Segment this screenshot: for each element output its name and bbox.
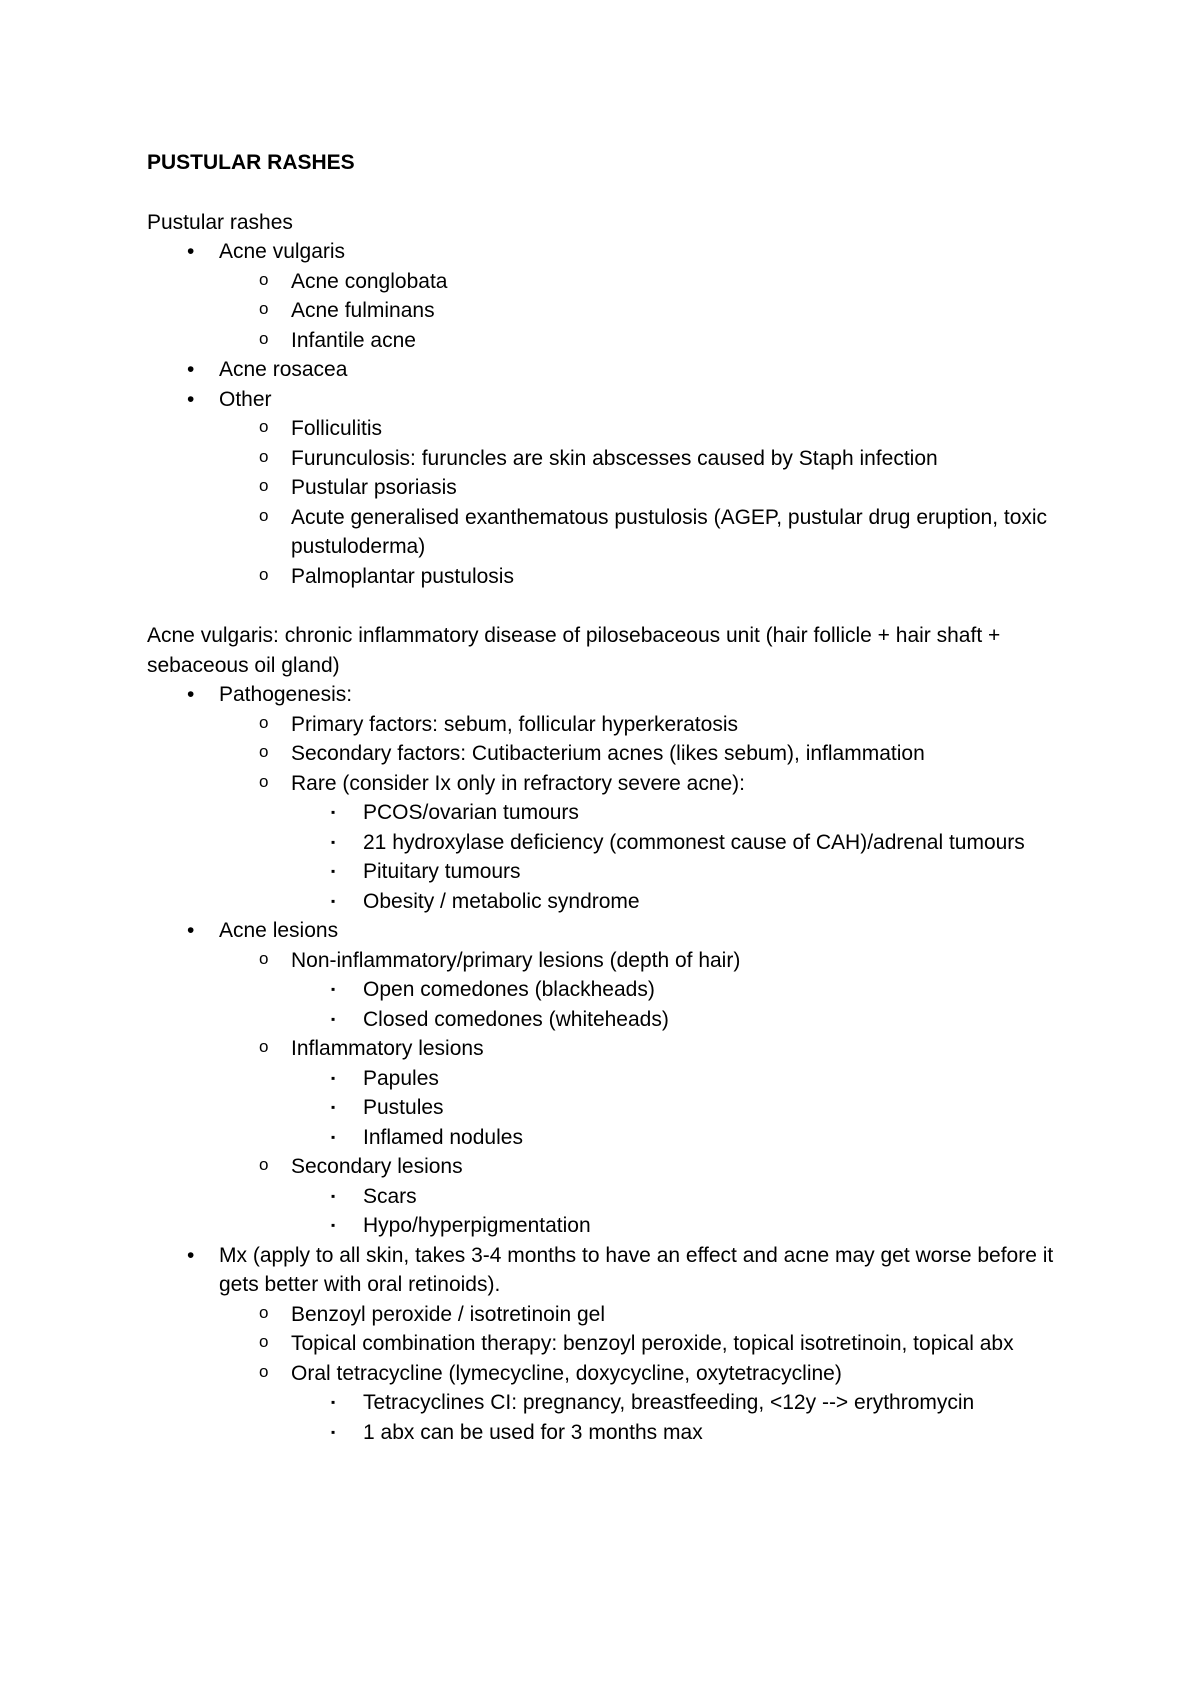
list-item: o Inflammatory lesions ▪ Papules ▪ Pustules ▪ Inflamed nodules (219, 1034, 1077, 1152)
list-item: o Furunculosis: furuncles are skin abscesses caused by Staph infection (219, 444, 1077, 474)
list-item: o Non-inflammatory/primary lesions (depth of hair) ▪ Open comedones (blackheads) ▪ Closed comedones (whiteheads) (219, 946, 1077, 1035)
bullet-marker: ▪ (331, 1424, 336, 1439)
list-item: ▪ Obesity / metabolic syndrome (291, 887, 1077, 917)
bullet-marker: o (259, 417, 269, 436)
bullet-marker: ▪ (331, 982, 336, 996)
bullet-marker: o (259, 1037, 269, 1056)
bullet-marker: o (259, 1155, 269, 1174)
list-item: o Acne fulminans (219, 296, 1077, 326)
bullet-marker: • (187, 683, 195, 706)
acne-vulgaris-list (147, 680, 1077, 1447)
list-item: o Secondary lesions ▪ Scars ▪ Hypo/hyperpigmentation (219, 1152, 1077, 1241)
bullet-marker: ▪ (331, 1188, 336, 1203)
bullet-marker: • (187, 358, 195, 381)
bullet-marker: o (259, 742, 269, 761)
section-heading-pustular-rashes: Pustular rashes (147, 210, 293, 234)
bullet-marker: o (259, 299, 269, 318)
document-content (147, 148, 1077, 1447)
list-item: o Pustular psoriasis (219, 473, 1077, 503)
bullet-marker: ▪ (331, 1129, 336, 1144)
list-item: • Mx (apply to all skin, takes 3-4 months to have an effect and acne may get worse before it gets better with oral retinoids). o Benzoyl peroxide / isotretinoin gel o Topical combination therapy: benzoyl peroxide, topical isotretinoin, topical abx o Oral tetracycline (lymecycline, doxycycline, oxytetracycline) ▪ Tetracyclines CI: pregnancy, breastfeeding, <12y --> erythromycin ▪ 1 abx can be used for 3 months max (147, 1241, 1077, 1448)
bullet-marker: • (187, 919, 195, 942)
list-item: ▪ 21 hydroxylase deficiency (commonest cause of CAH)/adrenal tumours (291, 828, 1077, 858)
bullet-marker: ▪ (331, 1218, 336, 1232)
list-item: • Acne lesions o Non-inflammatory/primary lesions (depth of hair) ▪ Open comedones (blackheads) ▪ Closed comedones (whiteheads) o Inflammatory lesions ▪ Papules ▪ Pustules ▪ Inflamed nodules o Secondary lesions ▪ Scars ▪ Hypo/hyperpigmentation (147, 916, 1077, 1241)
page-title: PUSTULAR RASHES (147, 151, 355, 174)
bullet-marker: ▪ (331, 1100, 336, 1114)
list-item: ▪ Scars (291, 1182, 1077, 1212)
bullet-marker: o (259, 564, 269, 584)
bullet-marker: o (259, 948, 269, 968)
bullet-marker: ▪ (331, 1070, 336, 1085)
list-item: o Topical combination therapy: benzoyl peroxide, topical isotretinoin, topical abx (219, 1329, 1077, 1359)
bullet-marker: ▪ (331, 1395, 336, 1409)
list-item: o Folliculitis (219, 414, 1077, 444)
bullet-marker: o (259, 328, 269, 348)
list-item: ▪ 1 abx can be used for 3 months max (291, 1418, 1077, 1448)
bullet-marker: o (259, 771, 269, 791)
bullet-marker: ▪ (331, 864, 336, 878)
list-item: • Pathogenesis: o Primary factors: sebum, follicular hyperkeratosis o Secondary factors: Cutibacterium acnes (likes sebum), inflammation o Rare (consider Ix only in refractory severe acne): ▪ PCOS/ovarian tumours ▪ 21 hydroxylase deficiency (commonest cause of CAH)/adrenal tumours ▪ Pituitary tumours ▪ Obesity / metabolic syndrome (147, 680, 1077, 916)
list-item: • Acne vulgaris o Acne conglobata o Acne fulminans o Infantile acne (147, 237, 1077, 355)
bullet-marker: o (259, 1361, 269, 1381)
pustular-rashes-list (147, 237, 1077, 591)
list-item: ▪ Inflamed nodules (291, 1123, 1077, 1153)
bullet-marker: o (259, 505, 269, 525)
list-item: o Infantile acne (219, 326, 1077, 356)
list-item: o Rare (consider Ix only in refractory severe acne): ▪ PCOS/ovarian tumours ▪ 21 hydroxylase deficiency (commonest cause of CAH)/adrenal tumours ▪ Pituitary tumours ▪ Obesity / metabolic syndrome (219, 769, 1077, 917)
list-item: ▪ Papules (291, 1064, 1077, 1094)
list-item: ▪ Tetracyclines CI: pregnancy, breastfeeding, <12y --> erythromycin (291, 1388, 1077, 1418)
bullet-marker: ▪ (331, 805, 336, 819)
list-item: o Primary factors: sebum, follicular hyperkeratosis (219, 710, 1077, 740)
section-heading-acne-vulgaris: Acne vulgaris: chronic inflammatory disease of pilosebaceous unit (hair follicle + hair shaft + sebaceous oil gland) (147, 624, 1001, 677)
list-item: o Palmoplantar pustulosis (219, 562, 1077, 592)
bullet-marker: • (187, 387, 195, 411)
list-item: ▪ Open comedones (blackheads) (291, 975, 1077, 1005)
bullet-marker: o (259, 446, 269, 466)
bullet-marker: ▪ (331, 834, 336, 849)
list-item: • Other o Folliculitis o Furunculosis: furuncles are skin abscesses caused by Staph infection o Pustular psoriasis o Acute generalised exanthematous pustulosis (AGEP, pustular drug eruption, toxic pustuloderma) o Palmoplantar pustulosis (147, 385, 1077, 592)
bullet-marker: ▪ (331, 893, 336, 908)
list-item: • Acne rosacea (147, 355, 1077, 385)
list-item: ▪ Pustules (291, 1093, 1077, 1123)
list-item: o Oral tetracycline (lymecycline, doxycycline, oxytetracycline) ▪ Tetracyclines CI: pregnancy, breastfeeding, <12y --> erythromycin ▪ 1 abx can be used for 3 months max (219, 1359, 1077, 1448)
bullet-marker: • (187, 1243, 195, 1267)
list-item: ▪ Hypo/hyperpigmentation (291, 1211, 1077, 1241)
bullet-marker: o (259, 1302, 269, 1322)
list-item: o Acne conglobata (219, 267, 1077, 297)
bullet-marker: o (259, 712, 269, 732)
bullet-marker: o (259, 1332, 269, 1351)
list-item: o Secondary factors: Cutibacterium acnes (likes sebum), inflammation (219, 739, 1077, 769)
bullet-marker: • (187, 240, 195, 263)
bullet-marker: o (259, 269, 269, 289)
bullet-marker: ▪ (331, 1011, 336, 1026)
list-item: o Acute generalised exanthematous pustulosis (AGEP, pustular drug eruption, toxic pustuloderma) (219, 503, 1077, 562)
list-item: ▪ Pituitary tumours (291, 857, 1077, 887)
list-item: ▪ Closed comedones (whiteheads) (291, 1005, 1077, 1035)
list-item: ▪ PCOS/ovarian tumours (291, 798, 1077, 828)
list-item: o Benzoyl peroxide / isotretinoin gel (219, 1300, 1077, 1330)
bullet-marker: o (259, 476, 269, 495)
